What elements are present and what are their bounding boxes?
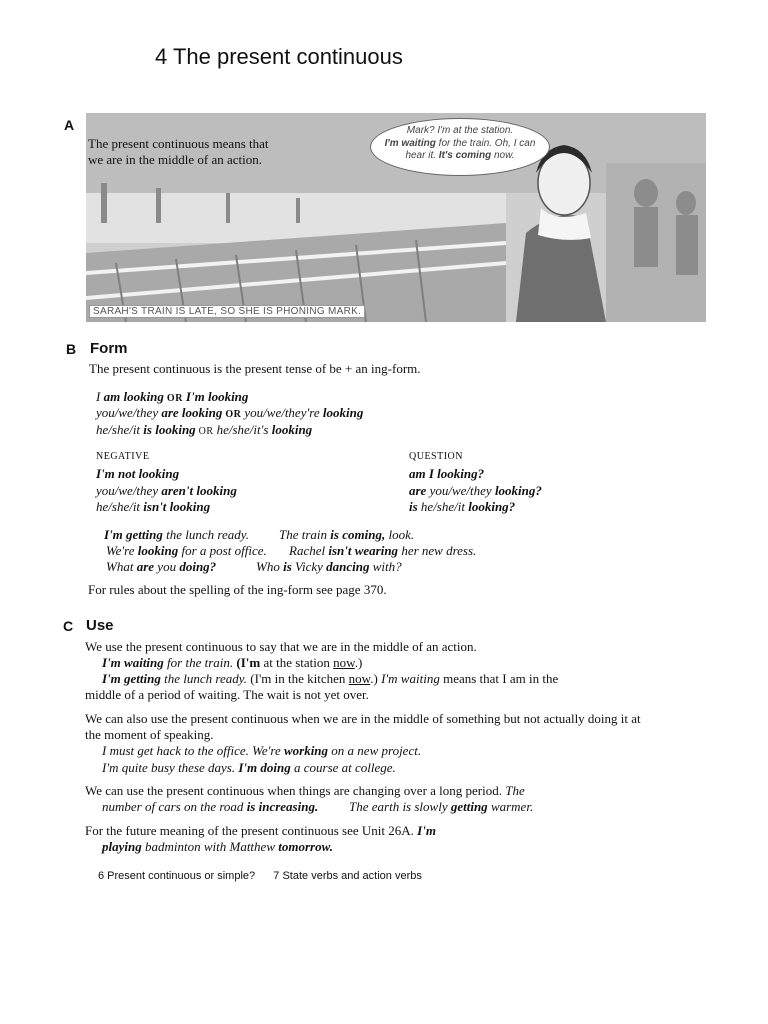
ex-1b-end: look. [385,527,415,542]
question-form-2 [409,483,542,500]
ex-3b-aux: is [283,559,292,574]
bubble-em-waiting: I'm waiting [384,137,436,149]
pos-2-or: OR [222,409,245,420]
bubble-line-2-rest: for the train. Oh, I can [435,137,536,149]
ex-1b-em: is coming, [330,527,386,542]
use-ex4-end: a course at college. [290,760,396,775]
use-example-4 [102,760,396,777]
positive-form-3 [96,422,312,441]
use-example-3 [102,743,421,760]
form-intro: The present continuous is the present tense of be + an ing-form. [89,361,421,376]
example-2b [289,543,476,560]
footer-links [98,870,422,882]
positive-form-2 [96,405,363,424]
use-paragraph-2-line-2: the moment of speaking. [85,727,214,742]
q-2-subject: you/we/they [426,483,495,498]
use-p4-im: I'm [417,823,436,838]
ex-1a-rest: the lunch ready. [162,527,250,542]
pos-2-subject: you/we/they [96,405,162,420]
ex-2b-end: her new dress. [398,543,477,558]
use-p4-text: For the future meaning of the present continuous see Unit 26A. [85,823,418,838]
use-example-6 [349,799,533,816]
negative-header: NEGATIVE [96,451,150,462]
ex-3b-verb: dancing [326,559,370,574]
q-2-verb: looking? [494,483,542,498]
use-ex1-im: (I'm [236,655,261,670]
bubble-line-3-end: now. [491,150,515,161]
pos-1-or: OR [163,393,186,404]
use-ex6-em: getting [450,799,488,814]
example-1b [279,527,414,544]
section-c-letter: C [63,618,74,634]
footer-link-unit-7[interactable]: 7 State verbs and action verbs [273,870,422,882]
example-3b [256,559,402,576]
question-header: QUESTION [409,451,463,462]
spelling-note: For rules about the spelling of the ing-form see page 370. [88,582,387,597]
section-c-title: Use [86,617,114,634]
pos-2-contracted-subject: you/we/they're [244,405,323,420]
pos-3-contracted-verb: looking [271,422,313,437]
use-paragraph-2-line-1: We can also use the present continuous when we are in the middle of something but not actually doing it at [85,711,641,726]
q-2-aux: are [409,483,427,498]
ex-3a-verb: doing? [179,559,217,574]
use-ex4-start: I'm quite busy these days. [102,760,239,775]
use-ex2-close: .) [370,671,382,686]
section-a-letter: A [64,117,75,133]
bubble-line-2 [371,138,549,151]
use-ex7-em: playing [102,839,142,854]
section-b-letter: B [66,341,77,357]
bubble-line-1: Mark? I'm at the station. [406,125,514,136]
pos-3-verb: is looking [143,422,196,437]
ex-2b-start: Rachel [289,543,329,558]
example-1a [104,527,249,544]
use-ex1-now: now [333,655,355,670]
use-ex1-em: I'm waiting [102,655,164,670]
q-3-aux: is [409,499,418,514]
pos-3-contracted-subject: he/she/it's [216,422,272,437]
use-paragraph-4-line-1 [85,823,436,840]
use-ex2-rest: the lunch ready. [160,671,248,686]
use-ex1-rest: for the train. [163,655,237,670]
ex-2a-start: We're [106,543,138,558]
bubble-line-3-start: hear it. [405,150,439,161]
ex-3b-start: Who [256,559,284,574]
use-ex7-tomorrow: tomorrow. [278,839,334,854]
speech-bubble [370,118,550,176]
question-form-3 [409,499,515,516]
use-ex2-means: means that I am in the [439,671,559,686]
neg-3-verb: isn't looking [143,499,211,514]
footer-link-unit-6[interactable]: 6 Present continuous or simple? [98,870,256,882]
use-paragraph-1: We use the present continuous to say that we are in the middle of an action. [85,639,477,654]
use-example-7 [102,839,333,856]
pos-1-subject: I [96,389,104,404]
question-form-1 [409,466,484,483]
use-paragraph-1-cont: middle of a period of waiting. The wait is not yet over. [85,687,369,702]
ex-2a-end: for a post office. [178,543,267,558]
use-p3-the: The [505,783,525,798]
q-3-verb: looking? [468,499,516,514]
use-ex1-end: .) [354,655,363,670]
use-example-2 [102,671,558,688]
neg-2-verb: aren't looking [161,483,237,498]
use-ex6-start: The earth is slowly [349,799,451,814]
use-ex5-start: number of cars on the road [102,799,247,814]
illustration-caption: SARAH'S TRAIN IS LATE, SO SHE IS PHONING MARK. [89,305,365,318]
q-3-subject: he/she/it [417,499,469,514]
ex-3a-aux: are [136,559,155,574]
pos-1-verb: am looking [103,389,164,404]
use-ex2-em: I'm getting [102,671,161,686]
use-ex5-em: is increasing. [246,799,319,814]
use-ex4-em: I'm doing [238,760,291,775]
pos-2-verb: are looking [161,405,223,420]
use-ex2-now: now [348,671,371,686]
use-example-1 [102,655,362,672]
use-p3-text: We can use the present continuous when things are changing over a long period. [85,783,506,798]
pos-2-contracted-verb: looking [322,405,364,420]
intro-text-line-2: we are in the middle of an action. [88,152,262,167]
neg-3-subject: he/she/it [96,499,144,514]
use-ex2-kitchen: (I'm in the kitchen [247,671,349,686]
page-title: 4 The present continuous [155,44,403,69]
ex-2a-em: looking [137,543,179,558]
use-ex7-rest: badminton with Matthew [141,839,279,854]
neg-2-subject: you/we/they [96,483,162,498]
ex-1a-em: I'm getting [104,527,163,542]
negative-form-1 [96,466,179,483]
section-b-title: Form [90,340,128,357]
negative-form-3 [96,499,210,516]
intro-text-line-1: The present continuous means that [88,136,269,151]
q-1-text: am I looking? [409,466,485,481]
use-ex3-end: on a new project. [328,743,422,758]
ex-3a-subject: you [154,559,180,574]
example-2a [106,543,267,560]
bubble-em-coming: It's coming [438,150,492,161]
example-3a [106,559,216,576]
use-ex2-term: I'm waiting [381,671,440,686]
use-ex6-end: warmer. [487,799,534,814]
use-paragraph-3-line-1 [85,783,525,800]
use-ex1-station: at the station [260,655,334,670]
negative-form-2 [96,483,237,500]
neg-1-text: I'm not looking [96,466,180,481]
use-ex3-start: I must get hack to the office. We're [102,743,284,758]
pos-3-subject: he/she/it [96,422,144,437]
pos-1-contracted: I'm looking [185,389,249,404]
pos-3-or: OR [195,426,217,437]
ex-3b-subject: Vicky [291,559,327,574]
ex-3b-end: with? [369,559,402,574]
ex-1b-start: The train [279,527,331,542]
ex-2b-em: isn't wearing [328,543,399,558]
use-example-5 [102,799,318,816]
use-ex3-em: working [283,743,329,758]
ex-3a-start: What [106,559,137,574]
bubble-line-3 [371,150,549,163]
